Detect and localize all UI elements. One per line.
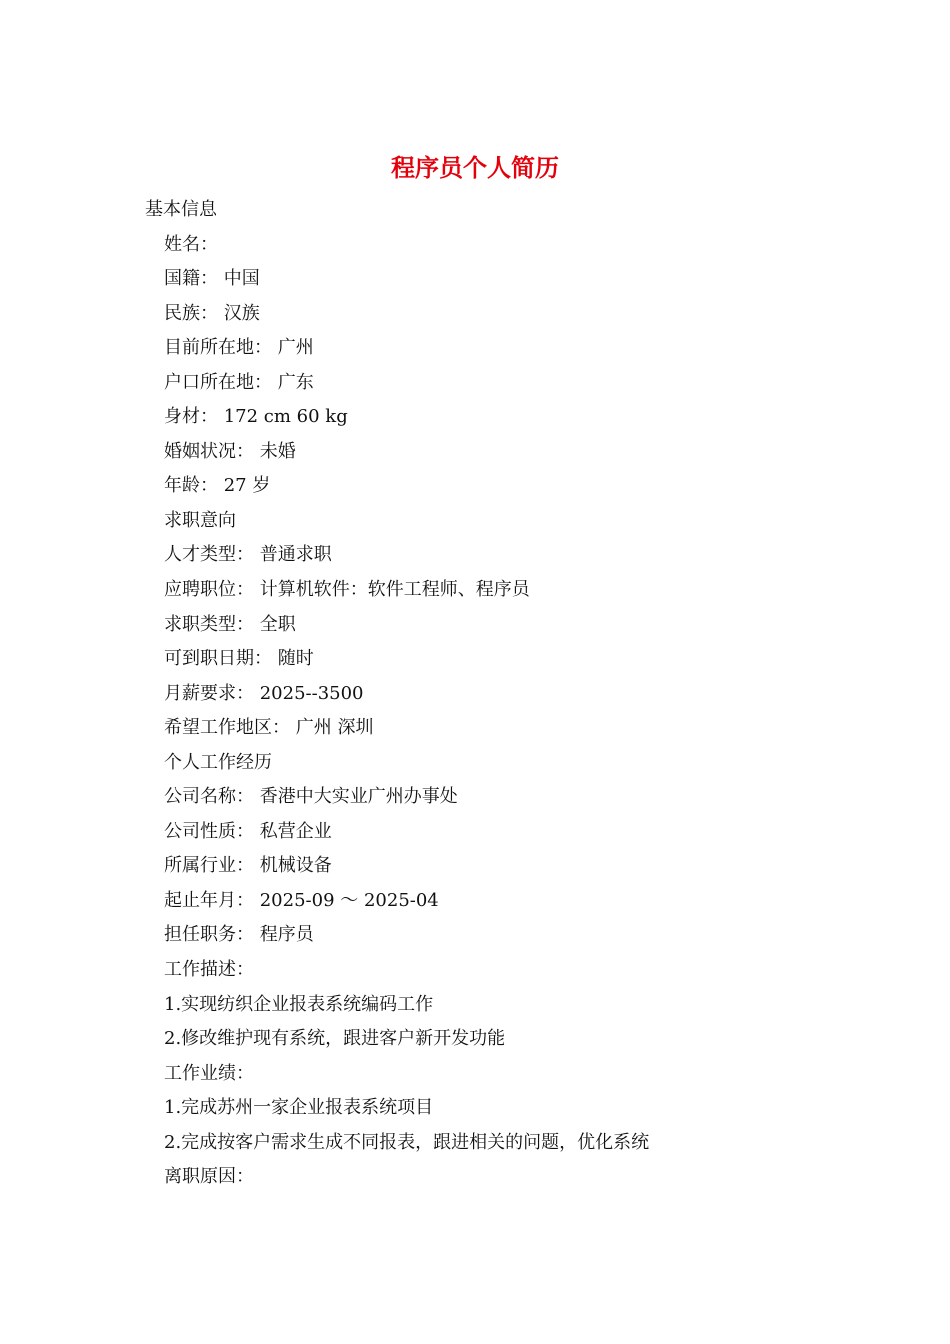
resume-title: 程序员个人简历 bbox=[391, 153, 559, 182]
resume-line: 2.完成按客户需求生成不同报表，跟进相关的问题，优化系统 bbox=[164, 1131, 650, 1153]
resume-line: 婚姻状况： 未婚 bbox=[164, 440, 296, 462]
resume-line: 姓名： bbox=[164, 233, 218, 255]
resume-line: 民族： 汉族 bbox=[164, 302, 260, 324]
resume-line: 户口所在地： 广东 bbox=[164, 371, 314, 393]
resume-line: 1.实现纺织企业报表系统编码工作 bbox=[164, 993, 434, 1015]
resume-line: 求职类型： 全职 bbox=[164, 613, 296, 635]
resume-line: 月薪要求： 2025--3500 bbox=[164, 682, 364, 704]
resume-line: 公司性质： 私营企业 bbox=[164, 820, 332, 842]
resume-line: 2.修改维护现有系统，跟进客户新开发功能 bbox=[164, 1028, 506, 1050]
resume-line: 人才类型： 普通求职 bbox=[164, 544, 332, 566]
resume-line: 1.完成苏州一家企业报表系统项目 bbox=[164, 1097, 434, 1119]
resume-line: 离职原因： bbox=[164, 1166, 254, 1188]
resume-line: 应聘职位： 计算机软件：软件工程师、程序员 bbox=[164, 579, 530, 601]
resume-line: 可到职日期： 随时 bbox=[164, 648, 314, 670]
resume-line: 身材： 172 cm 60 kg bbox=[164, 406, 348, 428]
resume-line: 个人工作经历 bbox=[164, 751, 272, 773]
resume-line: 年龄： 27 岁 bbox=[164, 475, 271, 497]
resume-line: 公司名称： 香港中大实业广州办事处 bbox=[164, 786, 458, 808]
resume-line: 工作业绩： bbox=[164, 1062, 254, 1084]
resume-line: 目前所在地： 广州 bbox=[164, 337, 314, 359]
resume-line: 求职意向 bbox=[164, 509, 236, 531]
resume-line: 希望工作地区： 广州 深圳 bbox=[164, 717, 374, 739]
resume-line: 担任职务： 程序员 bbox=[164, 924, 314, 946]
resume-line: 工作描述： bbox=[164, 959, 254, 981]
section-heading: 基本信息 bbox=[145, 199, 217, 220]
resume-body bbox=[0, 193, 950, 1195]
resume-line: 国籍： 中国 bbox=[164, 268, 260, 290]
resume-line: 所属行业： 机械设备 bbox=[164, 855, 332, 877]
resume-line: 起止年月： 2025-09 ～ 2025-04 bbox=[164, 889, 439, 911]
